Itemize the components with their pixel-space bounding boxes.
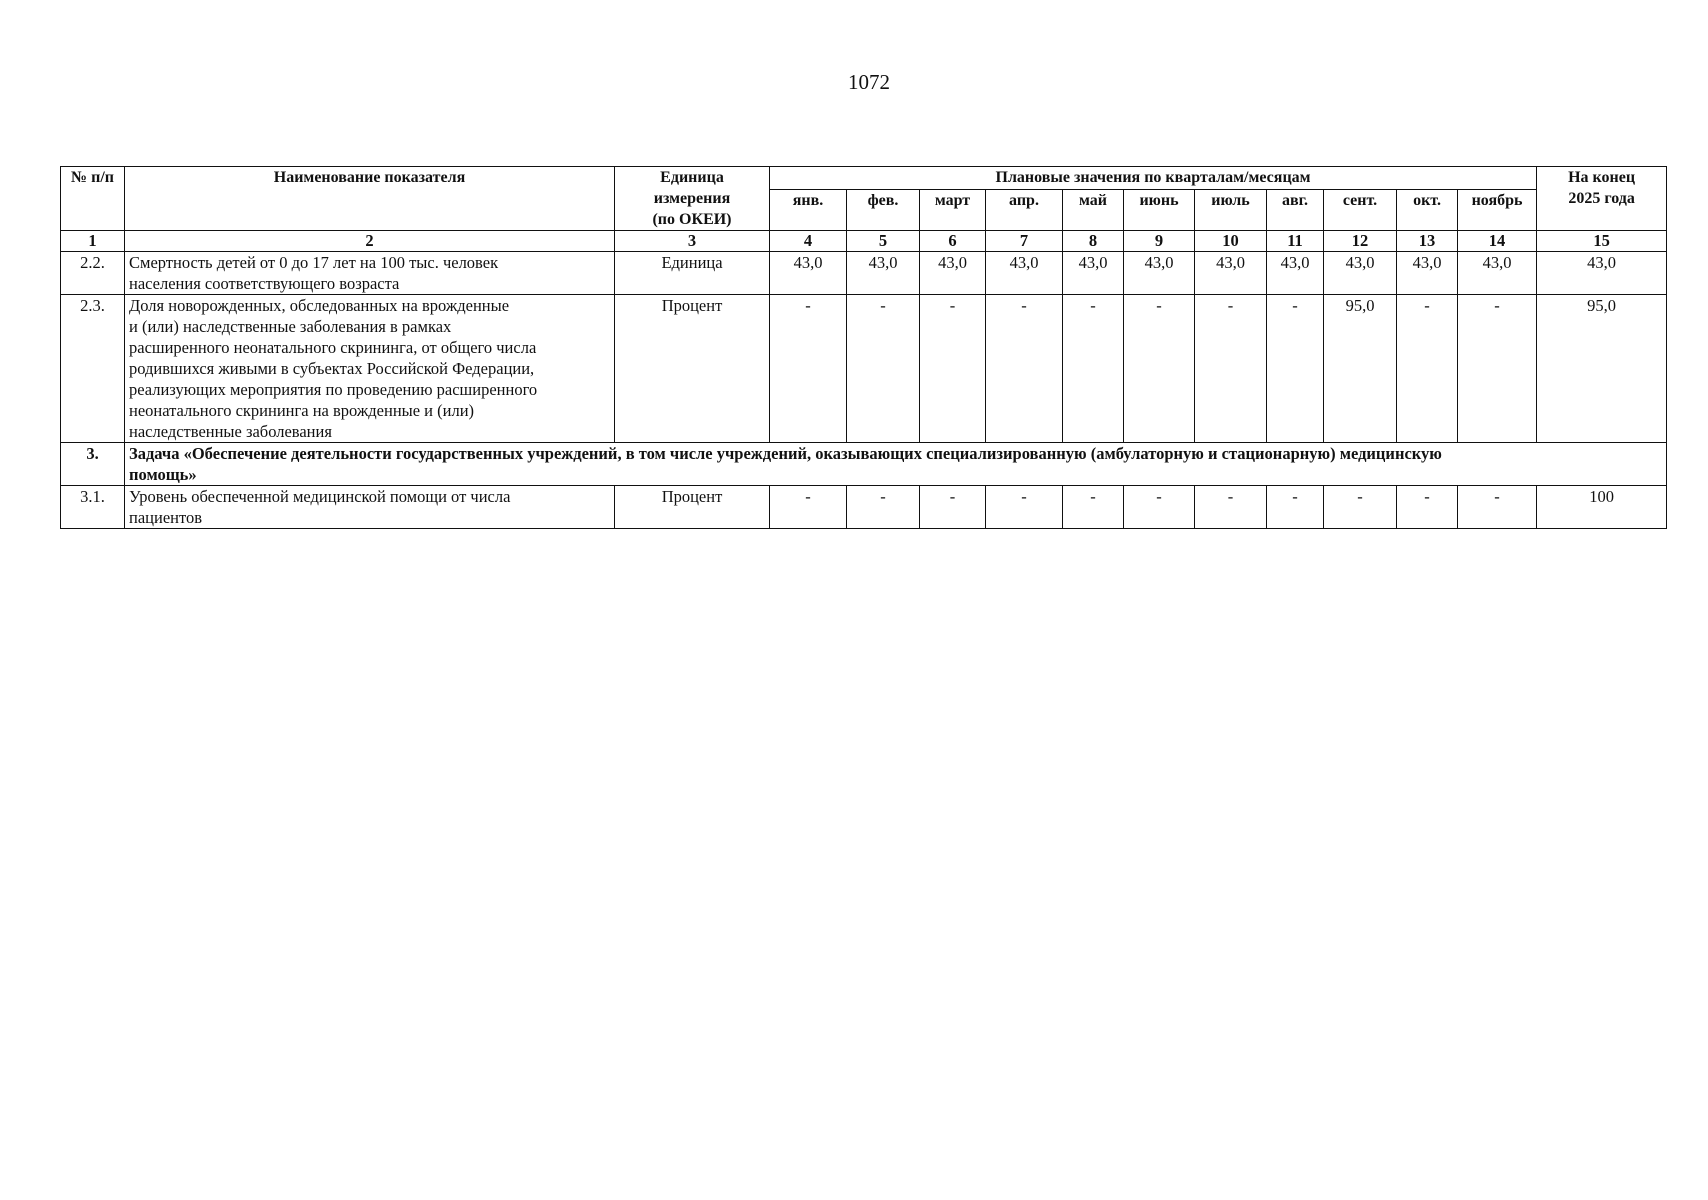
row-unit: Процент	[615, 295, 770, 443]
value-may: 43,0	[1063, 252, 1124, 295]
column-number: 14	[1458, 231, 1537, 252]
row-unit: Процент	[615, 486, 770, 529]
column-number: 1	[61, 231, 125, 252]
month-jul: июль	[1195, 190, 1267, 231]
value-end: 95,0	[1537, 295, 1667, 443]
header-row-1	[61, 167, 1667, 190]
value-apr: -	[986, 486, 1063, 529]
value-mar: -	[920, 486, 986, 529]
month-apr: апр.	[986, 190, 1063, 231]
month-nov: ноябрь	[1458, 190, 1537, 231]
value-aug: -	[1267, 486, 1324, 529]
value-aug: 43,0	[1267, 252, 1324, 295]
value-jan: -	[770, 295, 847, 443]
table-row	[61, 486, 1667, 529]
value-aug: -	[1267, 295, 1324, 443]
month-jan: янв.	[770, 190, 847, 231]
value-sep: 43,0	[1324, 252, 1397, 295]
value-end: 43,0	[1537, 252, 1667, 295]
value-oct: -	[1397, 486, 1458, 529]
column-number: 6	[920, 231, 986, 252]
row-name: Уровень обеспеченной медицинской помощи от числа пациентов	[125, 486, 615, 529]
column-number: 15	[1537, 231, 1667, 252]
value-jan: -	[770, 486, 847, 529]
value-jul: -	[1195, 295, 1267, 443]
value-jan: 43,0	[770, 252, 847, 295]
value-apr: 43,0	[986, 252, 1063, 295]
column-number: 8	[1063, 231, 1124, 252]
header-num: № п/п	[61, 167, 125, 231]
value-nov: 43,0	[1458, 252, 1537, 295]
value-may: -	[1063, 486, 1124, 529]
value-may: -	[1063, 295, 1124, 443]
table-row	[61, 252, 1667, 295]
column-number: 10	[1195, 231, 1267, 252]
value-oct: 43,0	[1397, 252, 1458, 295]
row-num: 2.2.	[61, 252, 125, 295]
value-nov: -	[1458, 295, 1537, 443]
month-sep: сент.	[1324, 190, 1397, 231]
column-number: 4	[770, 231, 847, 252]
table-row	[61, 295, 1667, 443]
month-jun: июнь	[1124, 190, 1195, 231]
value-jul: -	[1195, 486, 1267, 529]
value-jun: -	[1124, 295, 1195, 443]
plan-table	[60, 166, 1667, 529]
value-sep: -	[1324, 486, 1397, 529]
column-number: 5	[847, 231, 920, 252]
column-number: 11	[1267, 231, 1324, 252]
value-jul: 43,0	[1195, 252, 1267, 295]
value-feb: 43,0	[847, 252, 920, 295]
column-number: 9	[1124, 231, 1195, 252]
row-name: Доля новорожденных, обследованных на врожденные и (или) наследственные заболевания в рамках расширенного неонатального скрининга, от общего числа родившихся живыми в субъектах Российской Федерации, реализующих мероприятия по проведению расширенного неонатального скрининга на врожденные и (или) наследственные заболевания	[125, 295, 615, 443]
value-jun: 43,0	[1124, 252, 1195, 295]
header-unit: Единица измерения (по ОКЕИ)	[615, 167, 770, 231]
column-number: 3	[615, 231, 770, 252]
row-num: 3.1.	[61, 486, 125, 529]
value-nov: -	[1458, 486, 1537, 529]
header-name: Наименование показателя	[125, 167, 615, 231]
month-feb: фев.	[847, 190, 920, 231]
column-number: 12	[1324, 231, 1397, 252]
value-feb: -	[847, 486, 920, 529]
month-may: май	[1063, 190, 1124, 231]
value-apr: -	[986, 295, 1063, 443]
month-oct: окт.	[1397, 190, 1458, 231]
column-number: 2	[125, 231, 615, 252]
row-num: 2.3.	[61, 295, 125, 443]
column-number: 7	[986, 231, 1063, 252]
column-number-row	[61, 231, 1667, 252]
header-plan: Плановые значения по кварталам/месяцам	[770, 167, 1537, 190]
task-num: 3.	[61, 443, 125, 486]
value-feb: -	[847, 295, 920, 443]
row-name: Смертность детей от 0 до 17 лет на 100 тыс. человек населения соответствующего возраста	[125, 252, 615, 295]
task-row	[61, 443, 1667, 486]
column-number: 13	[1397, 231, 1458, 252]
value-mar: 43,0	[920, 252, 986, 295]
value-jun: -	[1124, 486, 1195, 529]
header-end: На конец 2025 года	[1537, 167, 1667, 231]
task-text: Задача «Обеспечение деятельности государственных учреждений, в том числе учреждений, оказывающих специализированную (амбулаторную и стационарную) медицинскую помощь»	[125, 443, 1667, 486]
value-end: 100	[1537, 486, 1667, 529]
row-unit: Единица	[615, 252, 770, 295]
month-mar: март	[920, 190, 986, 231]
value-sep: 95,0	[1324, 295, 1397, 443]
value-oct: -	[1397, 295, 1458, 443]
page-number: 1072	[848, 70, 890, 94]
value-mar: -	[920, 295, 986, 443]
month-aug: авг.	[1267, 190, 1324, 231]
